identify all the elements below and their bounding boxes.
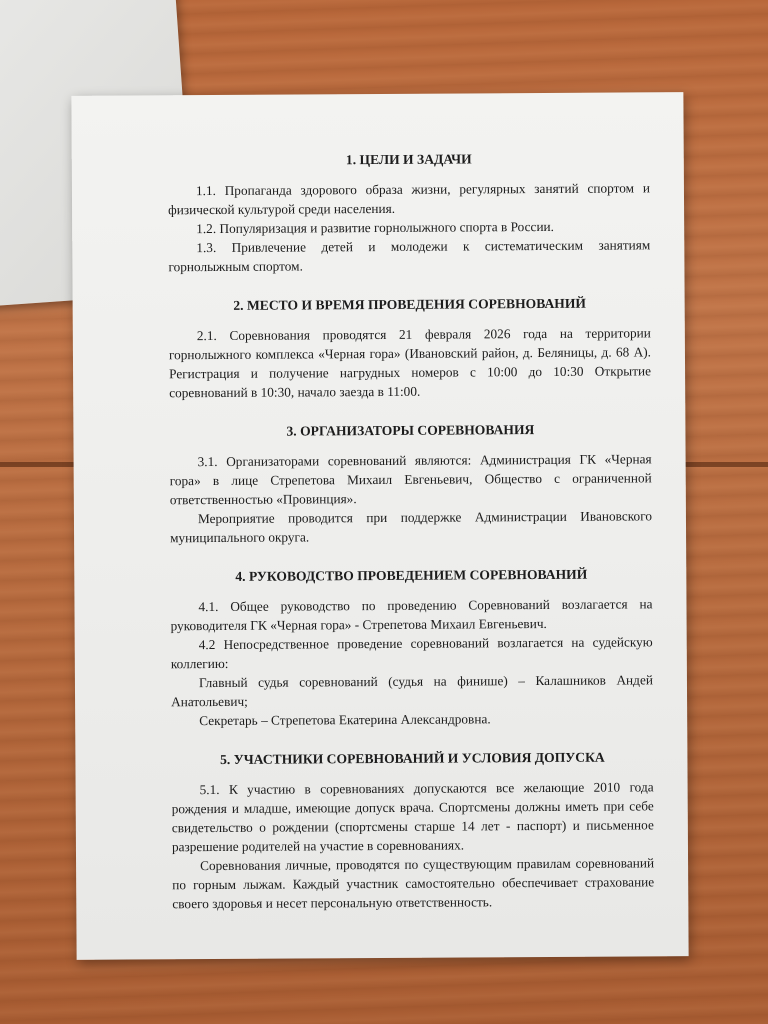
section-goals bbox=[168, 148, 651, 276]
paragraph: 2.1. Соревнования проводятся 21 февраля 2026 года на территории горнолыжного комплекса «Черная гора» (Ивановский район, д. Беляницы, д. 68 А). Регистрация и получение нагрудных номеров с 10:00 до 10:30 Открытие соревнований в 10:30, начало заезда в 11:00. bbox=[168, 325, 652, 401]
paragraph: 3.1. Организаторами соревнований являются: Администрация ГК «Черная гора» в лице Стрепетова Михаил Евгеньевич, Общество с ограниченной ответственностью «Провинция». bbox=[169, 451, 652, 508]
paragraph: 1.1. Пропаганда здорового образа жизни, регулярных занятий спортом и физической культурой среди населения. bbox=[168, 180, 650, 218]
paragraph: Главный судья соревнований (судья на финише) – Калашников Андей Анатольевич; bbox=[171, 672, 653, 710]
section-title: 1. ЦЕЛИ И ЗАДАЧИ bbox=[345, 151, 472, 168]
paragraph: 5.1. К участию в соревнованиях допускаются все желающие 2010 года рождения и младше, имеющие допуск врача. Спортсмены должны иметь при себе свидетельство о рождении (спортсмены старше 14 лет - паспорт) и письменное разрешение родителей на участие в соревнованиях. bbox=[171, 779, 654, 855]
paragraph: Соревнования личные, проводятся по существующим правилам соревнований по горным лыжам. Каждый участник самостоятельно обеспечивает страхование своего здоровья и несет персональную ответственность. bbox=[172, 855, 655, 912]
paragraph: 4.2 Непосредственное проведение соревнований возлагается на судейскую коллегию: bbox=[170, 634, 653, 672]
paragraph: 4.1. Общее руководство по проведению Соревнований возлагается на руководителя ГК «Черная гора» - Стрепетова Михаил Евгеньевич. bbox=[170, 596, 653, 634]
section-title: 2. МЕСТО И ВРЕМЯ ПРОВЕДЕНИЯ СОРЕВНОВАНИЙ bbox=[233, 295, 587, 313]
paragraph: Секретарь – Стрепетова Екатерина Александровна. bbox=[199, 711, 491, 729]
paragraph: Мероприятие проводится при поддержке Администрации Ивановского муниципального округа. bbox=[170, 508, 652, 546]
section-title: 5. УЧАСТНИКИ СОРЕВНОВАНИЙ И УСЛОВИЯ ДОПУСКА bbox=[220, 749, 605, 767]
section-place-time bbox=[169, 293, 652, 402]
document-page bbox=[71, 92, 688, 960]
section-title: 4. РУКОВОДСТВО ПРОВЕДЕНИЕМ СОРЕВНОВАНИЙ bbox=[235, 566, 588, 584]
paragraph: 1.2. Популяризация и развитие горнолыжного спорта в России. bbox=[196, 218, 555, 237]
section-management bbox=[170, 564, 653, 730]
section-participants bbox=[171, 747, 654, 913]
paragraph: 1.3. Привлечение детей и молодежи к систематическим занятиям горнолыжным спортом. bbox=[168, 237, 651, 275]
section-title: 3. ОРГАНИЗАТОРЫ СОРЕВНОВАНИЯ bbox=[286, 422, 535, 439]
section-organizers bbox=[169, 419, 652, 547]
